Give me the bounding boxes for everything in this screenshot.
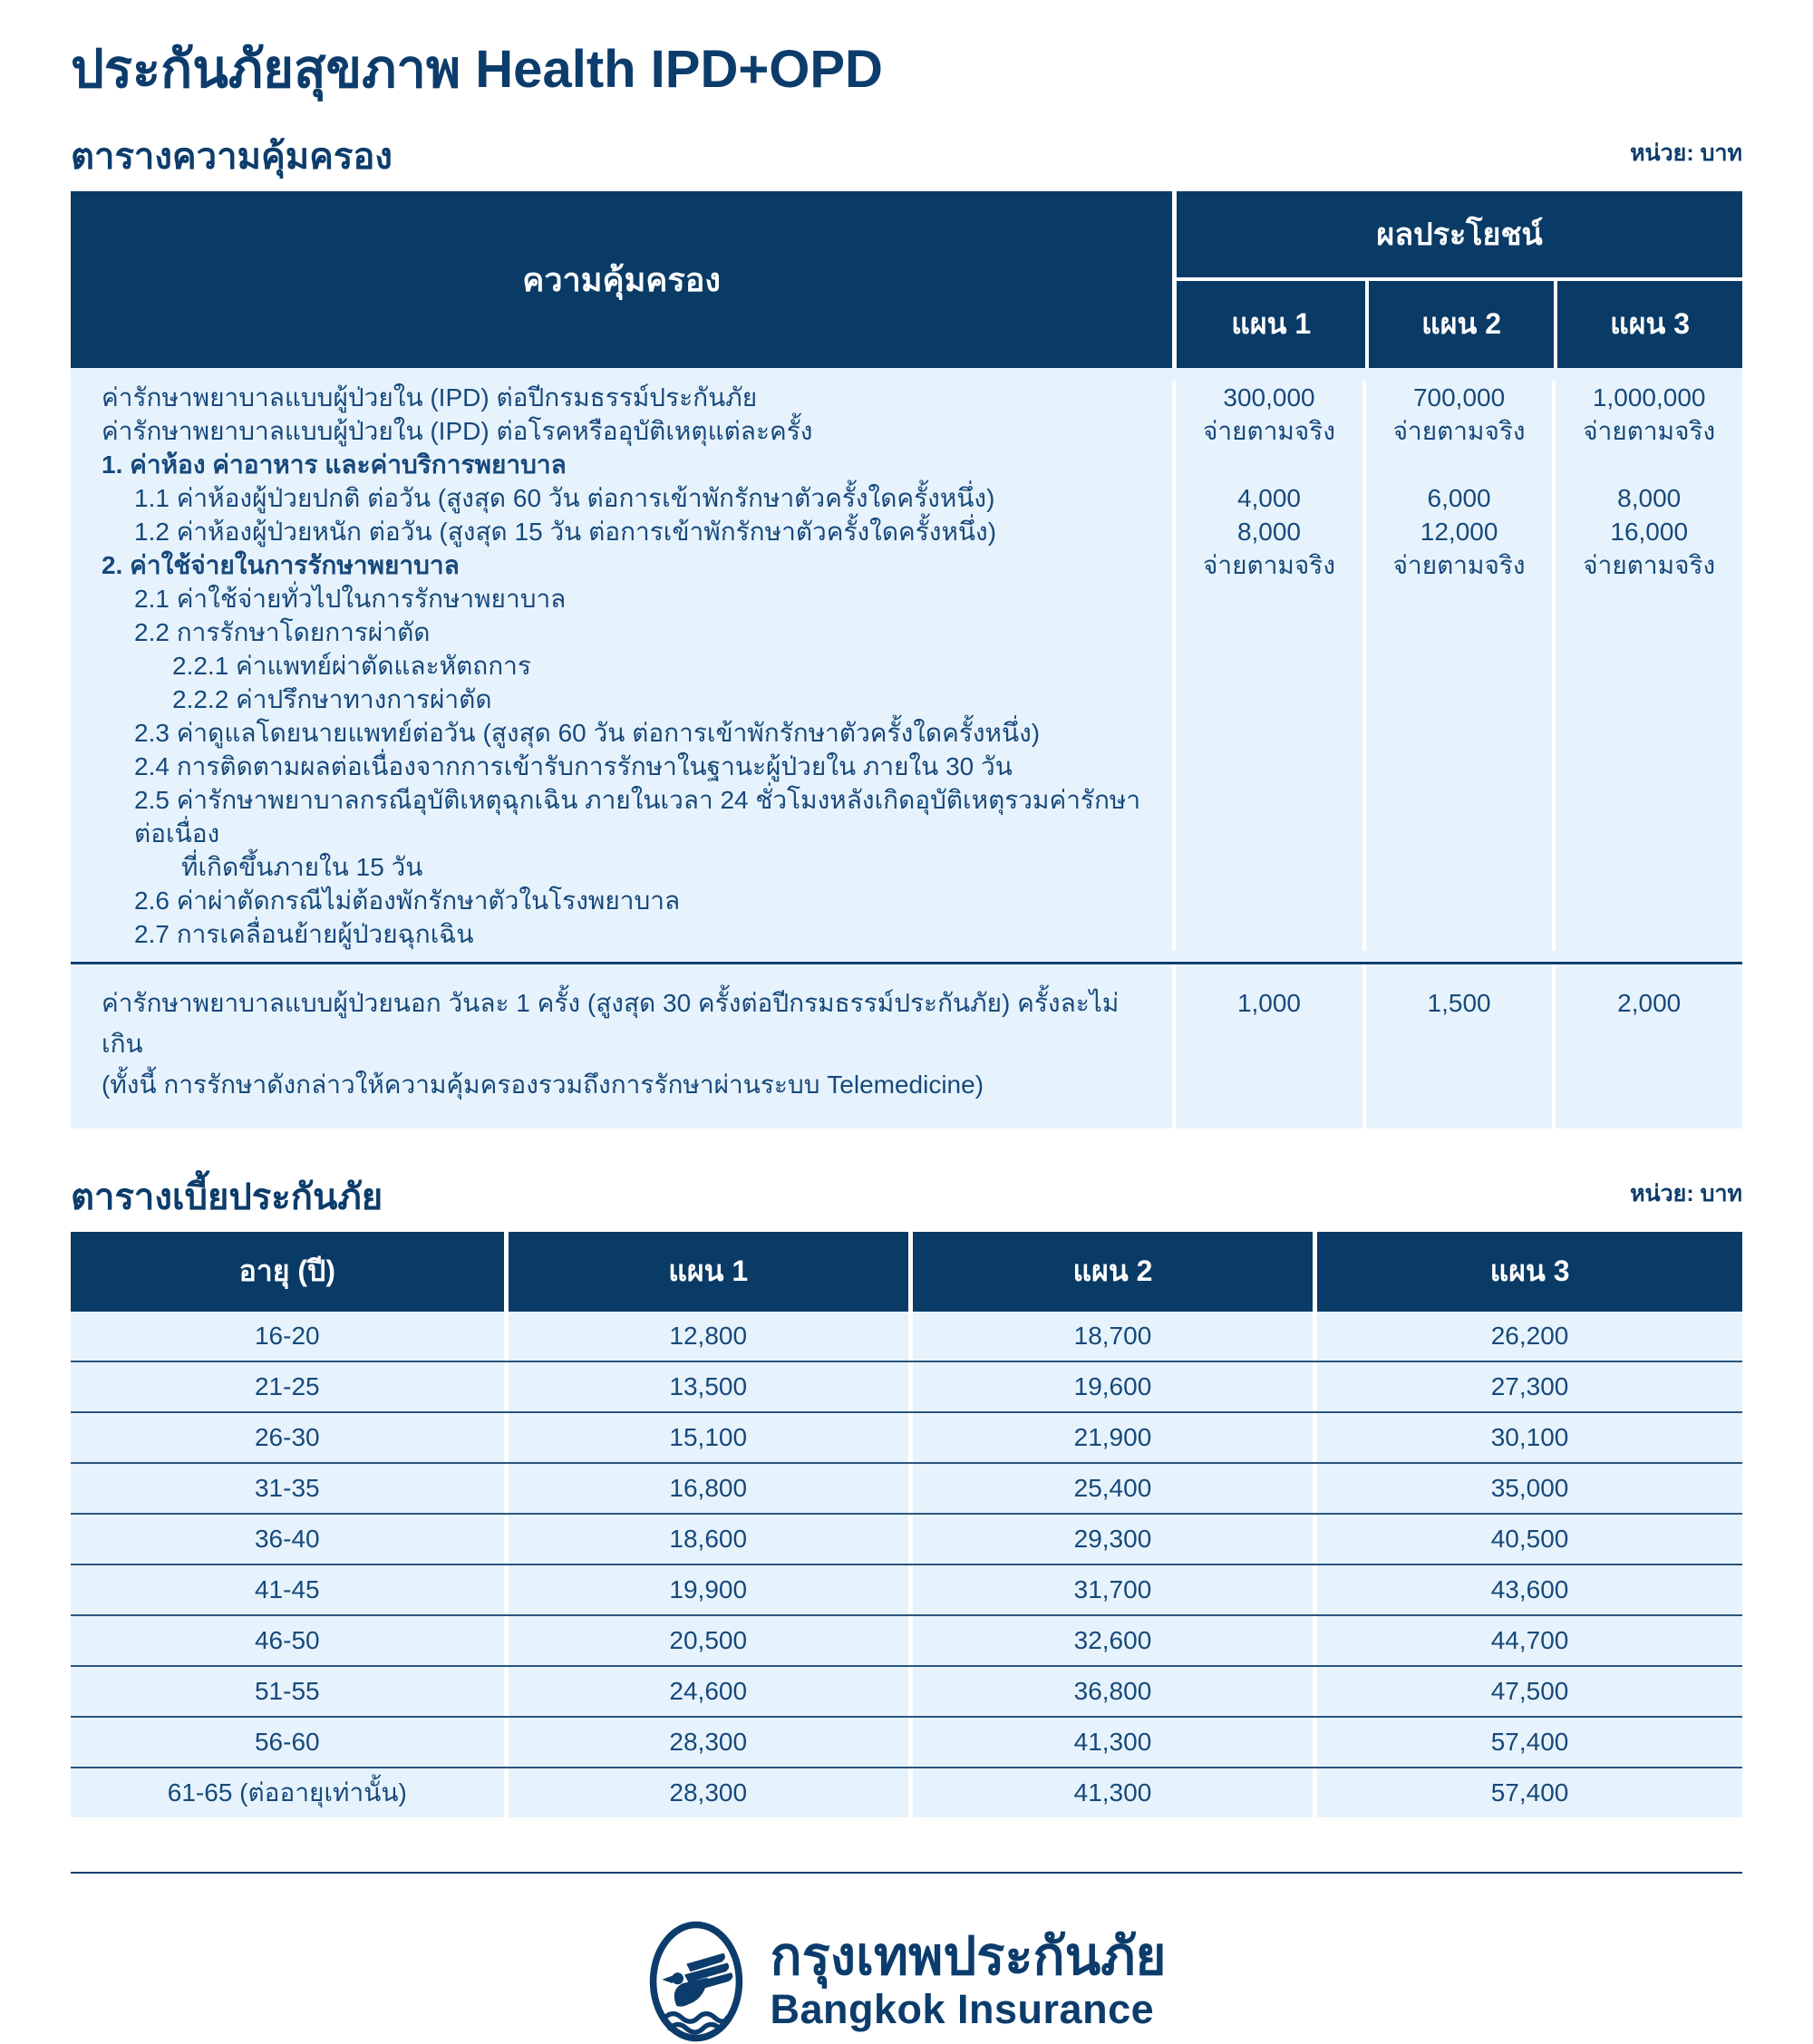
plan2-premium: 19,600 — [908, 1362, 1313, 1411]
plan1-value — [1172, 448, 1362, 481]
plan2-value: 1,500 — [1362, 964, 1553, 1129]
premium-section — [71, 1176, 1742, 1817]
table-row — [71, 1513, 1742, 1564]
premium-table-title: ตารางเบี้ยประกันภัย — [71, 1177, 383, 1217]
table-row — [71, 964, 1742, 1129]
table-row — [71, 1614, 1742, 1665]
plan2-value — [1362, 716, 1553, 750]
plan1-value — [1172, 917, 1362, 951]
header-coverage-cell: ความคุ้มครอง — [522, 260, 721, 298]
header-plan3-cell: แผน 3 — [1313, 1232, 1742, 1312]
coverage-label: 2.6 ค่าผ่าตัดกรณีไม่ต้องพักรักษาตัวในโรงพยาบาล — [134, 886, 681, 915]
age-cell: 21-25 — [254, 1371, 320, 1400]
coverage-table-body — [71, 368, 1742, 962]
table-row — [71, 448, 1742, 481]
plan2-value: จ่ายตามจริง — [1362, 548, 1553, 582]
age-cell: 61-65 (ต่ออายุเท่านั้น) — [167, 1778, 407, 1807]
plan3-value: 2,000 — [1552, 964, 1742, 1129]
header-benefits-group — [1172, 191, 1742, 368]
premium-table-header — [71, 1232, 1742, 1312]
plan2-value — [1362, 448, 1553, 481]
plan3-value — [1552, 615, 1742, 649]
plan1-value — [1172, 716, 1362, 750]
plan2-value — [1362, 917, 1553, 951]
plan3-value: 8,000 — [1552, 481, 1742, 515]
plan1-value — [1172, 582, 1362, 615]
header-plan1-cell: แผน 1 — [504, 1232, 908, 1312]
premium-unit-label: หน่วย: บาท — [1630, 1180, 1742, 1206]
plan1-value: 8,000 — [1172, 515, 1362, 548]
plan2-value — [1362, 582, 1553, 615]
plan3-value: 16,000 — [1552, 515, 1742, 548]
plan1-premium: 28,300 — [504, 1718, 908, 1767]
plan1-premium: 13,500 — [504, 1362, 908, 1411]
header-benefits-cell: ผลประโยชน์ — [1177, 191, 1742, 281]
age-cell: 56-60 — [254, 1727, 320, 1756]
plan3-value — [1552, 783, 1742, 850]
plan2-value — [1362, 683, 1553, 716]
table-row — [71, 716, 1742, 750]
table-row — [71, 917, 1742, 951]
premium-section-head — [71, 1176, 1742, 1217]
plan2-premium: 29,300 — [908, 1515, 1313, 1564]
plan1-value: 4,000 — [1172, 481, 1362, 515]
plan3-value — [1552, 582, 1742, 615]
plan2-value: 6,000 — [1362, 481, 1553, 515]
plan3-premium: 57,400 — [1313, 1768, 1742, 1817]
coverage-label: 2.7 การเคลื่อนย้ายผู้ป่วยฉุกเฉิน — [134, 919, 474, 948]
coverage-label: 2.1 ค่าใช้จ่ายทั่วไปในการรักษาพยาบาล — [134, 584, 567, 613]
plan3-value — [1552, 917, 1742, 951]
table-row — [71, 381, 1742, 414]
table-row — [71, 1361, 1742, 1411]
coverage-label: 2.2 การรักษาโดยการผ่าตัด — [134, 617, 431, 646]
plan3-premium: 30,100 — [1313, 1413, 1742, 1462]
brand-name-thai: กรุงเทพประกันภัย — [770, 1927, 1167, 1987]
plan1-value: จ่ายตามจริง — [1172, 548, 1362, 582]
header-plan2-cell: แผน 2 — [1365, 281, 1554, 368]
plan2-premium: 41,300 — [908, 1718, 1313, 1767]
footer-divider — [71, 1872, 1742, 1874]
plan1-value — [1172, 850, 1362, 884]
plan2-premium: 41,300 — [908, 1768, 1313, 1817]
plan2-value — [1362, 850, 1553, 884]
plan2-value — [1362, 750, 1553, 783]
coverage-table-title: ตารางความคุ้มครอง — [71, 136, 393, 177]
coverage-label: 2.2.1 ค่าแพทย์ผ่าตัดและหัตถการ — [172, 651, 531, 680]
coverage-label: 1.2 ค่าห้องผู้ป่วยหนัก ต่อวัน (สูงสุด 15 วัน ต่อการเข้าพักรักษาตัวครั้งใดครั้งหนึ่ง) — [134, 517, 997, 546]
coverage-table-header — [71, 191, 1742, 368]
table-row — [71, 683, 1742, 716]
plan3-value: จ่ายตามจริง — [1552, 414, 1742, 448]
age-cell: 16-20 — [254, 1321, 320, 1350]
plan2-premium: 32,600 — [908, 1616, 1313, 1665]
table-row — [71, 850, 1742, 884]
plan3-value — [1552, 448, 1742, 481]
plan1-premium: 15,100 — [504, 1413, 908, 1462]
plan1-premium: 12,800 — [504, 1312, 908, 1361]
dove-icon — [647, 1919, 745, 2044]
age-cell: 41-45 — [254, 1574, 320, 1603]
plan3-premium: 40,500 — [1313, 1515, 1742, 1564]
table-row — [71, 515, 1742, 548]
table-row — [71, 582, 1742, 615]
plan3-value — [1552, 716, 1742, 750]
plan1-premium: 24,600 — [504, 1667, 908, 1716]
plan3-premium: 57,400 — [1313, 1718, 1742, 1767]
plan2-value — [1362, 615, 1553, 649]
plan3-value — [1552, 850, 1742, 884]
brand-name-english: Bangkok Insurance — [770, 1986, 1155, 2032]
table-row — [71, 750, 1742, 783]
table-row — [71, 481, 1742, 515]
coverage-label: 2.2.2 ค่าปรึกษาทางการผ่าตัด — [172, 684, 492, 713]
table-row — [71, 1767, 1742, 1817]
plan2-value: 12,000 — [1362, 515, 1553, 548]
age-cell: 31-35 — [254, 1473, 320, 1502]
page-title: ประกันภัยสุขภาพ Health IPD+OPD — [71, 40, 883, 99]
plan1-value — [1172, 649, 1362, 683]
table-row — [71, 649, 1742, 683]
age-cell: 51-55 — [254, 1676, 320, 1705]
plan3-value: 1,000,000 — [1552, 381, 1742, 414]
plan3-value — [1552, 884, 1742, 917]
coverage-label: ค่ารักษาพยาบาลแบบผู้ป่วยใน (IPD) ต่อปีกรมธรรม์ประกันภัย — [102, 383, 758, 412]
plan2-premium: 25,400 — [908, 1464, 1313, 1513]
plan2-premium: 36,800 — [908, 1667, 1313, 1716]
table-row — [71, 414, 1742, 448]
coverage-label: 2.5 ค่ารักษาพยาบาลกรณีอุบัติเหตุฉุกเฉิน ภายในเวลา 24 ชั่วโมงหลังเกิดอุบัติเหตุรวมค่ารักษาต่อเนื่อง — [134, 785, 1141, 848]
header-plan2-cell: แผน 2 — [908, 1232, 1313, 1312]
plan2-value — [1362, 649, 1553, 683]
plan1-premium: 28,300 — [504, 1768, 908, 1817]
coverage-label: 2.3 ค่าดูแลโดยนายแพทย์ต่อวัน (สูงสุด 60 วัน ต่อการเข้าพักรักษาตัวครั้งใดครั้งหนึ่ง) — [134, 718, 1041, 747]
plan3-value: จ่ายตามจริง — [1552, 548, 1742, 582]
bangkok-insurance-logo — [71, 1919, 1742, 2044]
table-row — [71, 615, 1742, 649]
coverage-label: ที่เกิดขึ้นภายใน 15 วัน — [181, 852, 423, 881]
plan1-premium: 18,600 — [504, 1515, 908, 1564]
plan1-value — [1172, 683, 1362, 716]
plan1-value: จ่ายตามจริง — [1172, 414, 1362, 448]
plan1-premium: 16,800 — [504, 1464, 908, 1513]
plan2-value — [1362, 783, 1553, 850]
table-row — [71, 1312, 1742, 1361]
table-row — [71, 884, 1742, 917]
opd-line2: (ทั้งนี้ การรักษาดังกล่าวให้ความคุ้มครองรวมถึงการรักษาผ่านระบบ Telemedicine) — [102, 1070, 984, 1099]
age-cell: 46-50 — [254, 1625, 320, 1654]
age-cell: 26-30 — [254, 1422, 320, 1451]
plan1-value: 300,000 — [1172, 381, 1362, 414]
premium-table — [71, 1232, 1742, 1817]
opd-row — [71, 964, 1742, 1129]
plan1-value — [1172, 615, 1362, 649]
coverage-label: 2.4 การติดตามผลต่อเนื่องจากการเข้ารับการรักษาในฐานะผู้ป่วยใน ภายใน 30 วัน — [134, 751, 1013, 780]
plan2-value: จ่ายตามจริง — [1362, 414, 1553, 448]
header-plan3-cell: แผน 3 — [1554, 281, 1742, 368]
coverage-label: ค่ารักษาพยาบาลแบบผู้ป่วยใน (IPD) ต่อโรคหรืออุบัติเหตุแต่ละครั้ง — [102, 416, 813, 445]
age-cell: 36-40 — [254, 1524, 320, 1553]
plan3-value — [1552, 683, 1742, 716]
plan1-value — [1172, 783, 1362, 850]
plan2-value: 700,000 — [1362, 381, 1553, 414]
plan3-premium: 35,000 — [1313, 1464, 1742, 1513]
header-plan-cells — [1177, 281, 1742, 368]
plan1-value — [1172, 884, 1362, 917]
plan2-value — [1362, 884, 1553, 917]
plan1-value — [1172, 750, 1362, 783]
plan3-value — [1552, 750, 1742, 783]
plan1-premium: 19,900 — [504, 1565, 908, 1614]
plan1-value: 1,000 — [1172, 964, 1362, 1129]
plan3-premium: 27,300 — [1313, 1362, 1742, 1411]
plan3-value — [1552, 649, 1742, 683]
plan3-premium: 43,600 — [1313, 1565, 1742, 1614]
plan2-premium: 21,900 — [908, 1413, 1313, 1462]
table-row — [71, 1665, 1742, 1716]
table-row — [71, 548, 1742, 582]
header-age-cell: อายุ (ปี) — [238, 1254, 336, 1288]
coverage-unit-label: หน่วย: บาท — [1630, 140, 1742, 166]
table-row — [71, 1462, 1742, 1513]
plan3-premium: 47,500 — [1313, 1667, 1742, 1716]
table-row — [71, 1716, 1742, 1767]
plan3-premium: 26,200 — [1313, 1312, 1742, 1361]
opd-line1: ค่ารักษาพยาบาลแบบผู้ป่วยนอก วันละ 1 ครั้ง (สูงสุด 30 ครั้งต่อปีกรมธรรม์ประกันภัย) ครั้งละไม่เกิน — [102, 988, 1120, 1058]
plan2-premium: 31,700 — [908, 1565, 1313, 1614]
coverage-label: 1.1 ค่าห้องผู้ป่วยปกติ ต่อวัน (สูงสุด 60 วัน ต่อการเข้าพักรักษาตัวครั้งใดครั้งหนึ่ง) — [134, 483, 995, 512]
coverage-label: 1. ค่าห้อง ค่าอาหาร และค่าบริการพยาบาล — [102, 450, 567, 479]
plan3-premium: 44,700 — [1313, 1616, 1742, 1665]
table-row — [71, 1411, 1742, 1462]
plan2-premium: 18,700 — [908, 1312, 1313, 1361]
coverage-table — [71, 191, 1742, 1129]
header-plan1-cell: แผน 1 — [1231, 307, 1312, 341]
brand-text — [771, 1929, 1167, 2033]
plan1-premium: 20,500 — [504, 1616, 908, 1665]
table-row — [71, 1564, 1742, 1614]
coverage-label — [71, 964, 1172, 1129]
table-row — [71, 783, 1742, 850]
coverage-label: 2. ค่าใช้จ่ายในการรักษาพยาบาล — [102, 550, 460, 579]
coverage-section-head — [71, 135, 1742, 177]
